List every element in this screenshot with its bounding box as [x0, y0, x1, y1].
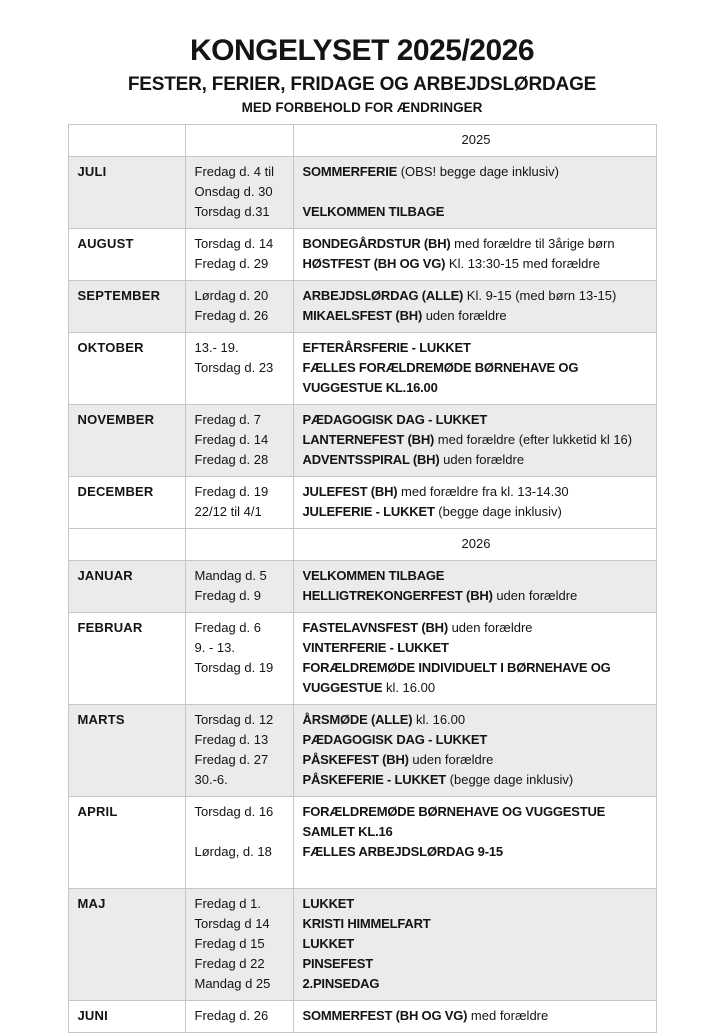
table-row	[68, 613, 656, 705]
event-detail: uden forældre	[492, 588, 578, 603]
year-row-empty-dates	[185, 125, 293, 157]
date-line: Fredag d. 19	[194, 484, 269, 499]
event-line	[303, 502, 650, 522]
month-label: NOVEMBER	[68, 405, 185, 477]
date-line: Mandag d. 5	[194, 568, 267, 583]
table-row	[68, 705, 656, 797]
event-line	[303, 338, 650, 358]
date-line: Torsdag d. 19	[194, 660, 274, 675]
event-name: FORÆLDREMØDE INDIVIDUELT I BØRNEHAVE OG VUGGESTUE	[302, 660, 611, 695]
event-name: FASTELAVNSFEST (BH)	[302, 620, 448, 635]
event-name: JULEFERIE - LUKKET	[302, 504, 435, 519]
event-name: MIKAELSFEST (BH)	[302, 308, 423, 323]
events-cell	[293, 1001, 656, 1033]
month-label: JANUAR	[68, 561, 185, 613]
date-line: Lørdag, d. 18	[194, 844, 272, 859]
dates-cell	[185, 889, 293, 1001]
event-name: LUKKET	[302, 936, 355, 951]
event-line	[303, 358, 650, 398]
date-line	[195, 862, 287, 882]
date-line: Fredag d. 27	[194, 752, 269, 767]
events-cell	[293, 157, 656, 229]
event-line	[303, 306, 650, 326]
date-line: Fredag d. 9	[194, 588, 261, 603]
table-row	[68, 1001, 656, 1033]
event-line	[303, 658, 650, 698]
events-cell	[293, 333, 656, 405]
event-name: ADVENTSSPIRAL (BH)	[302, 452, 440, 467]
year-header-row	[68, 529, 656, 561]
event-line	[303, 802, 650, 842]
event-name: HØSTFEST (BH OG VG)	[302, 256, 446, 271]
date-line: Fredag d. 26	[194, 1008, 269, 1023]
date-line	[195, 822, 287, 842]
dates-cell	[185, 613, 293, 705]
event-line	[303, 954, 650, 974]
table-row	[68, 333, 656, 405]
events-cell	[293, 561, 656, 613]
table-row	[68, 157, 656, 229]
event-line	[303, 586, 650, 606]
event-detail: med forældre fra kl. 13-14.30	[397, 484, 569, 499]
page-subtitle: FESTER, FERIER, FRIDAGE OG ARBEJDSLØRDAGE	[127, 74, 597, 95]
events-cell	[293, 705, 656, 797]
event-name: VINTERFERIE - LUKKET	[302, 640, 449, 655]
event-name: PÅSKEFEST (BH)	[302, 752, 409, 767]
date-line: Fredag d. 28	[194, 452, 269, 467]
table-row	[68, 889, 656, 1001]
event-name: LANTERNEFEST (BH)	[302, 432, 435, 447]
date-line: Torsdag d 14	[194, 916, 270, 931]
month-label: MARTS	[68, 705, 185, 797]
event-name: SOMMERFERIE	[302, 164, 398, 179]
year-row-empty-dates	[185, 529, 293, 561]
month-label: MAJ	[68, 889, 185, 1001]
event-line	[303, 202, 650, 222]
event-detail: (OBS! begge dage inklusiv)	[397, 164, 559, 179]
event-name: HELLIGTREKONGERFEST (BH)	[302, 588, 493, 603]
event-line	[303, 638, 650, 658]
event-name: PINSEFEST	[302, 956, 373, 971]
event-name: FÆLLES ARBEJDSLØRDAG 9-15	[302, 844, 503, 859]
table-row	[68, 797, 656, 889]
dates-cell	[185, 477, 293, 529]
date-line: Torsdag d.31	[194, 204, 270, 219]
month-label: AUGUST	[68, 229, 185, 281]
event-detail: uden forældre	[447, 620, 533, 635]
event-line	[303, 182, 650, 202]
date-line: Fredag d. 4 til	[194, 164, 274, 179]
page-title: KONGELYSET 2025/2026	[189, 34, 535, 67]
event-detail: med forældre	[467, 1008, 549, 1023]
events-cell	[293, 889, 656, 1001]
event-detail: (begge dage inklusiv)	[446, 772, 574, 787]
event-name: EFTERÅRSFERIE - LUKKET	[302, 340, 471, 355]
date-line: Fredag d. 13	[194, 732, 269, 747]
table-row	[68, 281, 656, 333]
event-line	[303, 482, 650, 502]
event-name: ARBEJDSLØRDAG (ALLE)	[302, 288, 464, 303]
date-line: 13.- 19.	[194, 340, 239, 355]
date-line: 9. - 13.	[194, 640, 235, 655]
dates-cell	[185, 157, 293, 229]
month-label: JUNI	[68, 1001, 185, 1033]
date-line: Mandag d 25	[194, 976, 271, 991]
event-detail: Kl. 13:30-15 med forældre	[445, 256, 600, 271]
month-label: OKTOBER	[68, 333, 185, 405]
events-cell	[293, 405, 656, 477]
events-cell	[293, 477, 656, 529]
date-line: Fredag d. 29	[194, 256, 269, 271]
event-detail: med forældre (efter lukketid kl 16)	[434, 432, 633, 447]
event-name: FORÆLDREMØDE BØRNEHAVE OG VUGGESTUE SAMLET KL.16	[302, 804, 606, 839]
date-line: 22/12 til 4/1	[194, 504, 262, 519]
event-line	[303, 450, 650, 470]
event-line	[303, 934, 650, 954]
year-row-empty-month	[68, 125, 185, 157]
date-line: Onsdag d. 30	[194, 184, 273, 199]
event-detail: med forældre til 3årige børn	[450, 236, 615, 251]
event-detail: uden forældre	[422, 308, 507, 323]
date-line: Torsdag d. 16	[194, 804, 274, 819]
table-row	[68, 229, 656, 281]
event-name: LUKKET	[302, 896, 355, 911]
event-line	[303, 862, 650, 882]
dates-cell	[185, 561, 293, 613]
event-name: SOMMERFEST (BH OG VG)	[302, 1008, 468, 1023]
date-line: Fredag d. 26	[194, 308, 269, 323]
table-row	[68, 405, 656, 477]
table-row	[68, 561, 656, 613]
event-line	[303, 974, 650, 994]
events-cell	[293, 281, 656, 333]
event-line	[303, 710, 650, 730]
event-line	[303, 914, 650, 934]
schedule-table	[68, 124, 657, 1033]
date-line: Torsdag d. 14	[194, 236, 274, 251]
event-name: KRISTI HIMMELFART	[302, 916, 431, 931]
dates-cell	[185, 705, 293, 797]
event-line	[303, 730, 650, 750]
event-line	[303, 750, 650, 770]
event-line	[303, 254, 650, 274]
month-label: SEPTEMBER	[68, 281, 185, 333]
event-line	[303, 566, 650, 586]
event-name: 2.PINSEDAG	[302, 976, 380, 991]
dates-cell	[185, 333, 293, 405]
event-name: FÆLLES FORÆLDREMØDE BØRNEHAVE OG VUGGESTUE KL.16.00	[302, 360, 579, 395]
event-detail: uden forældre	[439, 452, 525, 467]
events-cell	[293, 613, 656, 705]
event-detail: uden forældre	[408, 752, 494, 767]
month-label: JULI	[68, 157, 185, 229]
dates-cell	[185, 1001, 293, 1033]
month-label: DECEMBER	[68, 477, 185, 529]
event-line	[303, 430, 650, 450]
event-detail: kl. 16.00	[382, 680, 436, 695]
event-detail: (begge dage inklusiv)	[434, 504, 562, 519]
date-line: Torsdag d. 23	[194, 360, 274, 375]
event-detail: Kl. 9-15 (med børn 13-15)	[463, 288, 617, 303]
year-row-empty-month	[68, 529, 185, 561]
event-line	[303, 894, 650, 914]
event-line	[303, 410, 650, 430]
dates-cell	[185, 229, 293, 281]
event-line	[303, 842, 650, 862]
event-line	[303, 1006, 650, 1026]
event-name: PÆDAGOGISK DAG - LUKKET	[302, 732, 488, 747]
date-line: Fredag d. 7	[194, 412, 261, 427]
year-label: 2026	[293, 529, 656, 561]
event-line	[303, 286, 650, 306]
event-name: ÅRSMØDE (ALLE)	[302, 712, 413, 727]
event-name: PÅSKEFERIE - LUKKET	[302, 772, 447, 787]
event-line	[303, 162, 650, 182]
schedule-table-body	[68, 125, 656, 1033]
date-line: Fredag d 1.	[194, 896, 261, 911]
event-line	[303, 618, 650, 638]
event-line	[303, 770, 650, 790]
event-name: VELKOMMEN TILBAGE	[302, 568, 445, 583]
date-line: Fredag d. 14	[194, 432, 269, 447]
dates-cell	[185, 281, 293, 333]
events-cell	[293, 229, 656, 281]
month-label: FEBRUAR	[68, 613, 185, 705]
month-label: APRIL	[68, 797, 185, 889]
date-line: Lørdag d. 20	[194, 288, 269, 303]
dates-cell	[185, 797, 293, 889]
year-label: 2025	[293, 125, 656, 157]
date-line: Fredag d 15	[194, 936, 265, 951]
table-row	[68, 477, 656, 529]
date-line: Fredag d 22	[194, 956, 265, 971]
date-line: 30.-6.	[194, 772, 228, 787]
dates-cell	[185, 405, 293, 477]
date-line: Torsdag d. 12	[194, 712, 274, 727]
event-name: VELKOMMEN TILBAGE	[302, 204, 445, 219]
year-header-row	[68, 125, 656, 157]
event-name: PÆDAGOGISK DAG - LUKKET	[302, 412, 488, 427]
event-line	[303, 234, 650, 254]
events-cell	[293, 797, 656, 889]
event-detail: kl. 16.00	[412, 712, 466, 727]
event-name: BONDEGÅRDSTUR (BH)	[302, 236, 451, 251]
event-name: JULEFEST (BH)	[302, 484, 398, 499]
disclaimer-note: MED FORBEHOLD FOR ÆNDRINGER	[241, 100, 483, 115]
date-line: Fredag d. 6	[194, 620, 261, 635]
